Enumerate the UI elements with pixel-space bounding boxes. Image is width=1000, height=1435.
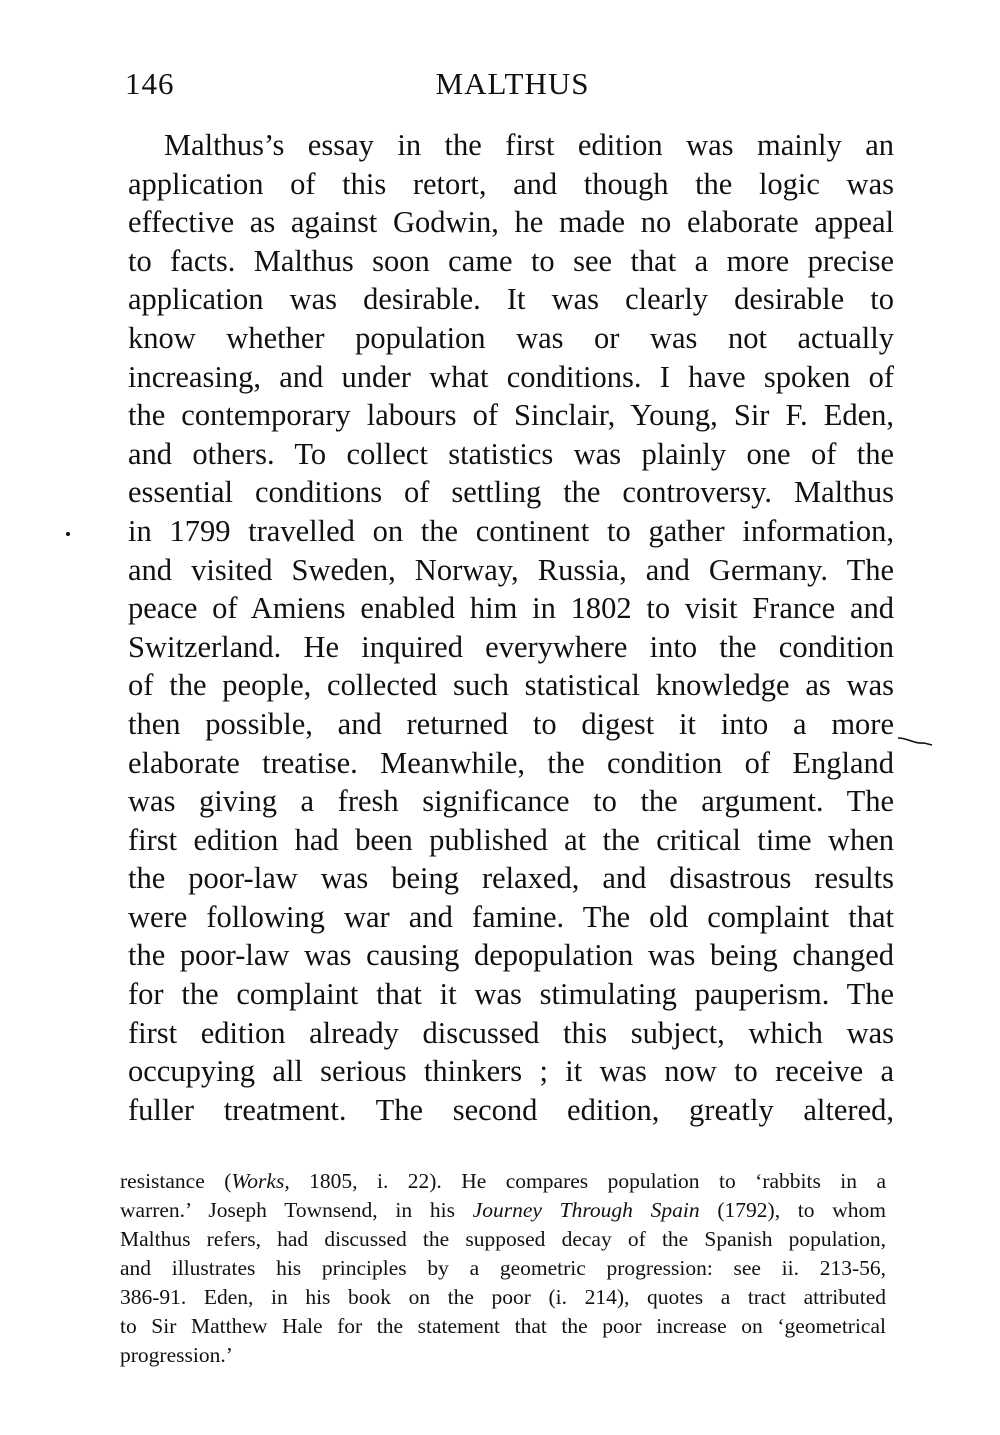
footnote-line: Malthus refers, had discussed the supposed decay of the Spanish population, (120, 1227, 886, 1251)
footnote-italic-title: Works, (231, 1169, 290, 1193)
footnote-line (120, 1167, 886, 1196)
margin-dot-mark (66, 532, 70, 536)
body-line: was giving a fresh significance to the argument. The (128, 784, 894, 819)
body-line: then possible, and returned to digest it into a more (128, 706, 894, 741)
footnote-line (120, 1196, 886, 1225)
body-line: increasing, and under what conditions. I have spoken of (128, 359, 894, 394)
body-line: know whether population was or was not actually (128, 320, 894, 355)
body-line: effective as against Godwin, he made no elaborate appeal (128, 205, 894, 240)
body-line: the poor-law was causing depopulation was being changed (128, 938, 894, 973)
page-number: 146 (125, 66, 175, 101)
footnote-text: resistance ( (120, 1169, 232, 1193)
body-line: in 1799 travelled on the continent to gather information, (128, 513, 894, 548)
body-line: elaborate treatise. Meanwhile, the condition of England (128, 745, 894, 780)
body-line: and others. To collect statistics was plainly one of the (128, 436, 894, 471)
body-line: first edition had been published at the critical time when (128, 822, 894, 857)
footnote-line: to Sir Matthew Hale for the statement that the poor increase on ‘geometrical (120, 1314, 886, 1338)
footnote-line: 386-91. Eden, in his book on the poor (i. 214), quotes a tract attributed (120, 1285, 886, 1309)
body-line: application of this retort, and though the logic was (128, 166, 894, 201)
body-line: for the complaint that it was stimulating pauperism. The (128, 977, 894, 1012)
body-line: the poor-law was being relaxed, and disastrous results (128, 861, 894, 896)
footnote (120, 1167, 886, 1370)
body-line: first edition already discussed this subject, which was (128, 1015, 894, 1050)
footnote-line: and illustrates his principles by a geometric progression: see ii. 213-56, (120, 1256, 886, 1280)
running-title: MALTHUS (435, 66, 590, 101)
hyphen-flourish-mark (896, 735, 936, 747)
footnote-line: progression.’ (120, 1343, 233, 1367)
body-line: application was desirable. It was clearly desirable to (128, 282, 894, 317)
body-line: and visited Sweden, Norway, Russia, and Germany. The (128, 552, 894, 587)
body-line: to facts. Malthus soon came to see that a more precise (128, 243, 894, 278)
body-line: Malthus’s essay in the first edition was mainly an (164, 128, 894, 162)
body-line: peace of Amiens enabled him in 1802 to visit France and (128, 591, 894, 626)
body-line: fuller treatment. The second edition, greatly altered, (128, 1092, 894, 1127)
body-line: the contemporary labours of Sinclair, Young, Sir F. Eden, (128, 398, 894, 433)
footnote-text: warren.’ Joseph Townsend, in his (120, 1198, 473, 1222)
footnote-text: (1792), to whom (699, 1198, 886, 1222)
body-line: Switzerland. He inquired everywhere into the condition (128, 629, 894, 664)
body-line: of the people, collected such statistical knowledge as was (128, 668, 894, 703)
body-line: essential conditions of settling the controversy. Malthus (128, 475, 894, 510)
body-line: occupying all serious thinkers ; it was now to receive a (128, 1054, 894, 1089)
footnote-italic-title: Journey Through Spain (472, 1198, 700, 1222)
body-text (128, 126, 894, 1129)
footnote-text: 1805, i. 22). He compares population to ‘rabbits in a (289, 1169, 886, 1193)
body-line: were following war and famine. The old complaint that (128, 899, 894, 934)
